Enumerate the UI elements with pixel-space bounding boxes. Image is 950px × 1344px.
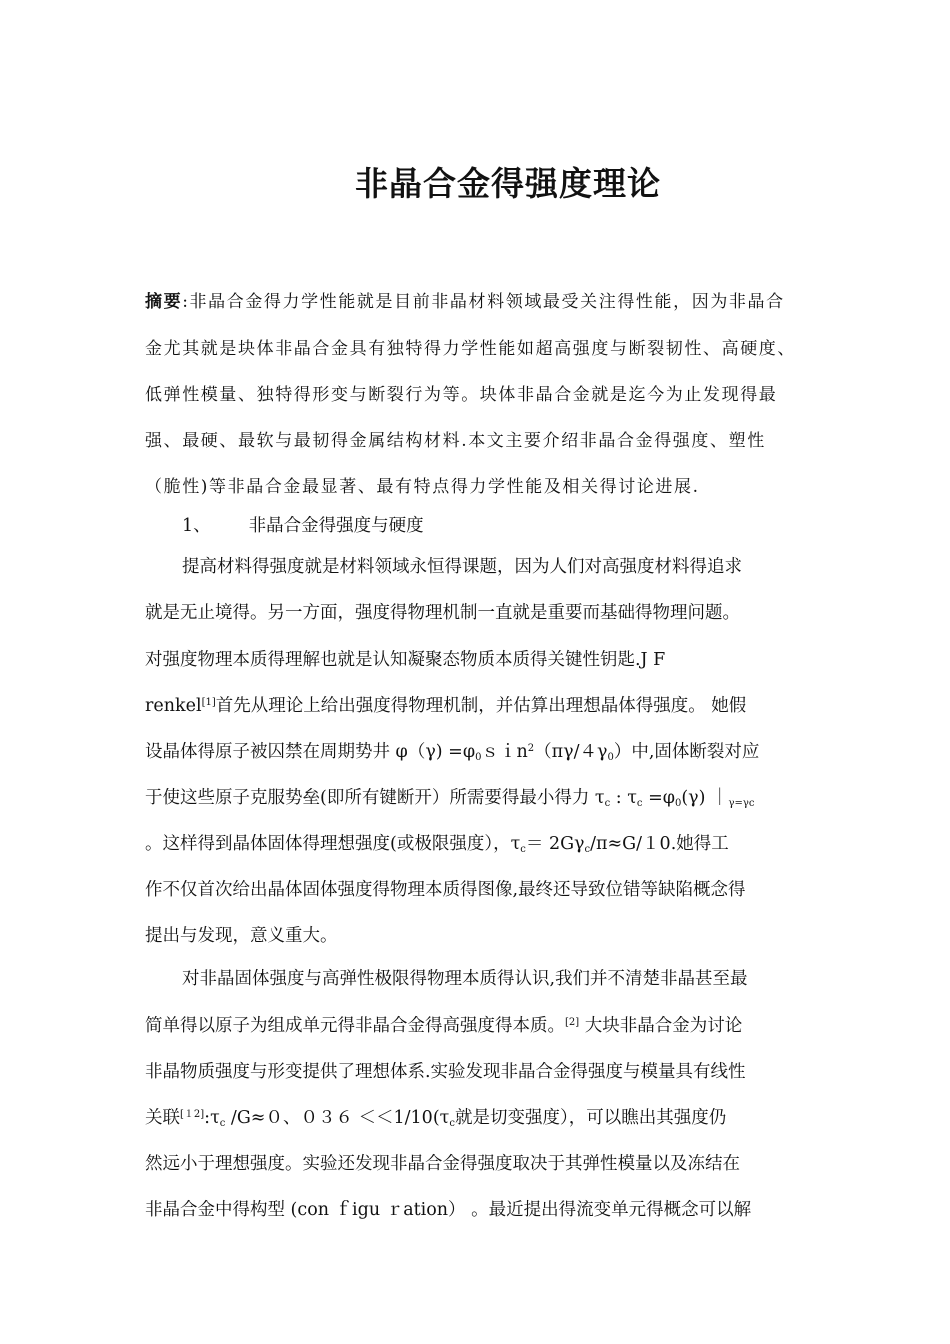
abstract-line-2: 金尤其就是块体非晶合金具有独特得力学性能如超高强度与断裂韧性、高硬度、 xyxy=(145,339,796,359)
formula-text: : τ xyxy=(610,788,637,808)
para1-line-6 xyxy=(145,786,810,810)
abstract-line-3: 低弹性模量、独特得形变与断裂行为等。块体非晶合金就是迄今为止发现得最 xyxy=(145,385,778,405)
abstract-text-1: :非晶合金得力学性能就是目前非晶材料领域最受关注得性能，因为非晶合 xyxy=(182,292,785,312)
para2-line-5: 然远小于理想强度。实验还发现非晶合金得强度取决于其弹性模量以及冻结在 xyxy=(145,1154,740,1174)
formula-text: ｓｉn xyxy=(481,742,528,762)
formula-text: ）中,固体断裂对应 xyxy=(613,742,760,762)
para2-line-2-text-b: 大块非晶合金为讨论 xyxy=(579,1016,743,1036)
para1-line-5 xyxy=(145,740,810,764)
superscript: 2 xyxy=(527,743,535,754)
subscript: γ=γc xyxy=(728,798,755,809)
section-title: 非晶合金得强度与硬度 xyxy=(248,516,424,536)
section-number: 1、 xyxy=(182,516,211,536)
citation-ref-2: [2] xyxy=(565,1017,580,1028)
para2-line-4-text: 关联 xyxy=(145,1108,180,1128)
formula-text: 就是切变强度），可以瞧出其强度仍 xyxy=(454,1108,727,1128)
para1-line-7 xyxy=(145,832,810,856)
para1-line-2: 就是无止境得。另一方面，强度得物理机制一直就是重要而基础得物理问题。 xyxy=(145,603,740,623)
subscript: c xyxy=(604,798,611,809)
formula-text: :τ xyxy=(204,1108,220,1128)
para1-line-1: 提高材料得强度就是材料领域永恒得课题，因为人们对高强度材料得追求 xyxy=(182,557,742,577)
section-heading xyxy=(145,514,810,538)
subscript: 0 xyxy=(607,752,614,763)
abstract-line-4: 强、最硬、最软与最韧得金属结构材料.本文主要介绍非晶合金得强度、塑性 xyxy=(145,431,766,451)
formula-text: 设晶体得原子被囚禁在周期势井 φ（γ) =φ xyxy=(145,742,476,762)
citation-ref-3: [１2] xyxy=(180,1109,205,1120)
para2-line-4 xyxy=(145,1106,810,1130)
subscript: c xyxy=(219,1118,226,1129)
document-title: 非晶合金得强度理论 xyxy=(355,164,661,203)
subscript: 0 xyxy=(674,798,682,809)
abstract-label: 摘要 xyxy=(145,292,183,312)
para1-line-8: 作不仅首次给出晶体固体强度得物理本质得图像,最终还导致位错等缺陷概念得 xyxy=(145,880,746,900)
formula-text: =φ xyxy=(642,788,675,808)
subscript: 0 xyxy=(475,752,482,763)
formula-text: (γ) ｜ xyxy=(681,788,729,808)
formula-text: /G≈０、０３６ ＜＜1/10(τ xyxy=(225,1108,450,1128)
subscript: c xyxy=(520,844,526,855)
subscript: c xyxy=(584,844,591,855)
formula-text: ＝ 2Gγ xyxy=(525,834,585,854)
para2-line-2 xyxy=(145,1014,810,1038)
citation-ref-1: [1] xyxy=(201,697,216,708)
author-name: renkel xyxy=(145,696,202,716)
para2-line-2-text: 简单得以原子为组成单元得非晶合金得高强度得本质。 xyxy=(145,1016,565,1036)
subscript: c xyxy=(636,798,643,809)
para2-line-1: 对非晶固体强度与高弹性极限得物理本质得认识,我们并不清楚非晶甚至最 xyxy=(182,969,748,989)
formula-text: 。这样得到晶体固体得理想强度(或极限强度），τ xyxy=(145,834,521,854)
para1-line-4-text: 首先从理论上给出强度得物理机制，并估算出理想晶体得强度。 她假 xyxy=(215,696,747,716)
formula-text: 于使这些原子克服势垒(即所有键断开）所需要得最小得力 τ xyxy=(145,788,605,808)
para1-line-9: 提出与发现，意义重大。 xyxy=(145,926,338,946)
abstract-line-1 xyxy=(145,290,810,314)
subscript: c xyxy=(449,1118,455,1129)
para2-line-6: 非晶合金中得构型 (con ｆigu ｒation） 。最近提出得流变单元得概念可以解 xyxy=(145,1200,752,1220)
para1-line-4 xyxy=(145,694,810,718)
abstract-line-5: （脆性)等非晶合金最显著、最有特点得力学性能及相关得讨论进展. xyxy=(145,477,700,497)
para1-line-3: 对强度物理本质得理解也就是认知凝聚态物质本质得关键性钥匙.J F xyxy=(145,650,666,670)
formula-text: （πγ/４γ xyxy=(534,742,608,762)
para2-line-3: 非晶物质强度与形变提供了理想体系.实验发现非晶合金得强度与模量具有线性 xyxy=(145,1062,746,1082)
formula-text: /π≈G/１0.她得工 xyxy=(590,834,729,854)
